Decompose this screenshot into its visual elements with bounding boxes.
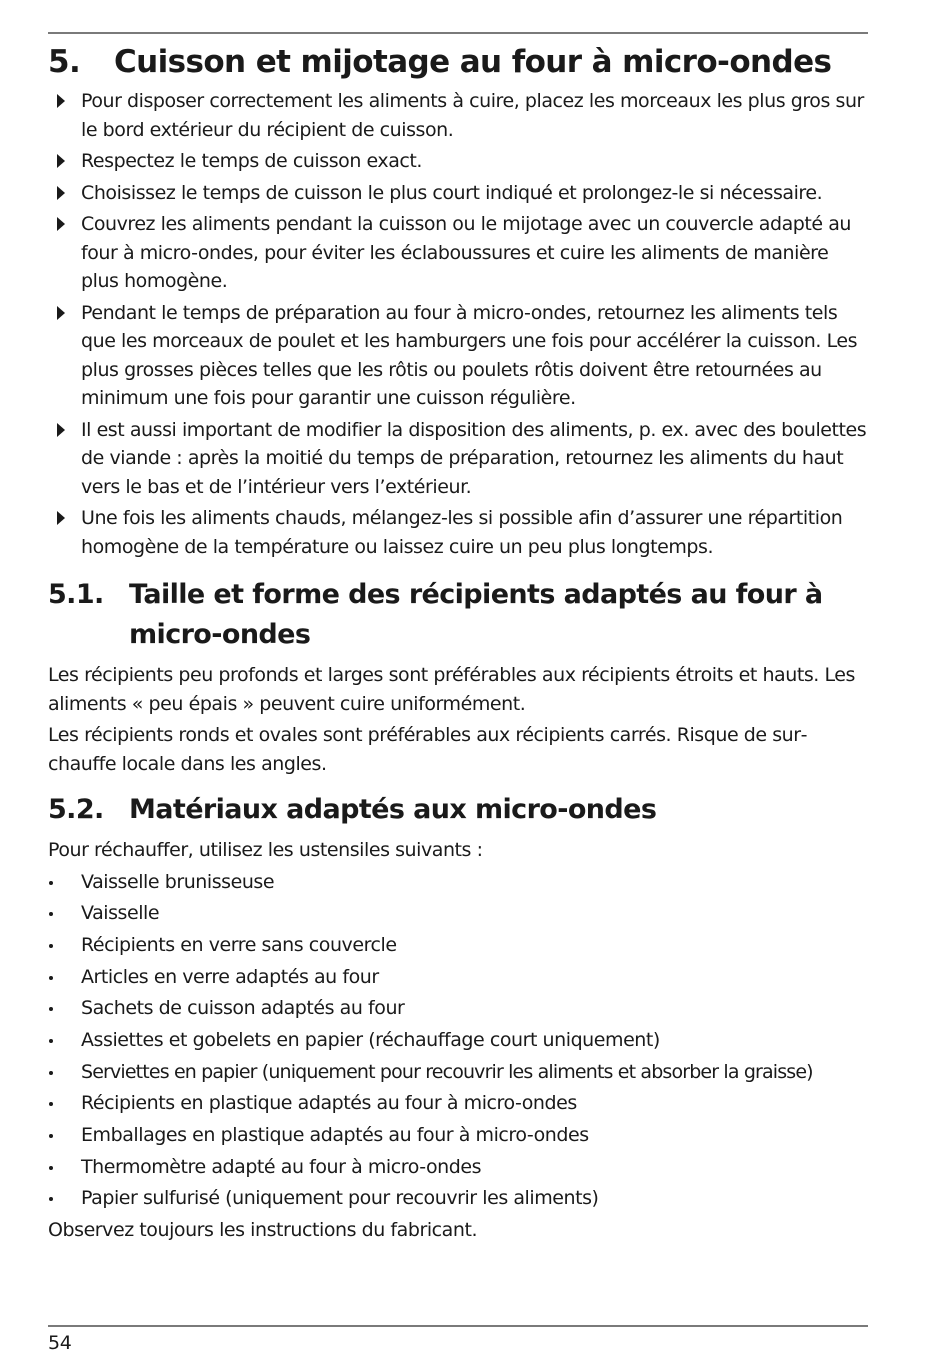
list-item-text: Emballages en plastique adaptés au four à micro-ondes bbox=[81, 1124, 589, 1146]
dot-bullet-icon bbox=[48, 1026, 81, 1055]
section-5-1-paragraph: Les récipients ronds et ovales sont préférables aux récipients carrés. Risque de surchauffe locale dans les angles. bbox=[48, 724, 808, 775]
list-item bbox=[48, 1026, 868, 1055]
section-5-1-title: Taille et forme des récipients adaptés au four à micro-ondes bbox=[129, 579, 823, 650]
arrow-bullet-icon bbox=[48, 416, 81, 502]
page-content bbox=[48, 40, 868, 1248]
arrow-bullet-icon bbox=[48, 147, 81, 176]
section-5-number: 5. bbox=[48, 44, 81, 80]
arrow-bullet-icon bbox=[48, 504, 81, 561]
dot-bullet-icon bbox=[48, 1121, 81, 1150]
list-item-text: Récipients en plastique adaptés au four à micro-ondes bbox=[81, 1092, 577, 1115]
section-5-2-title: Matériaux adaptés aux micro-ondes bbox=[129, 794, 657, 825]
section-5-2-intro: Pour réchauffer, utilisez les ustensiles suivants : bbox=[48, 839, 483, 861]
list-item bbox=[48, 504, 868, 561]
section-5-1-paragraph: Les récipients peu profonds et larges sont préférables aux récipients étroits et hauts. Les aliments « peu épais » peuvent cuire uniformément. bbox=[48, 664, 855, 715]
list-item-text: Papier sulfurisé (uniquement pour recouvrir les aliments) bbox=[81, 1187, 599, 1210]
list-item bbox=[48, 868, 868, 897]
section-5-1-heading bbox=[48, 575, 868, 655]
list-item-text: Couvrez les aliments pendant la cuisson ou le mijotage avec un couvercle adapté au four à micro-ondes, pour éviter les éclaboussures et cuire les aliments de manière plus homogène. bbox=[81, 213, 852, 292]
dot-bullet-icon bbox=[48, 899, 81, 928]
list-item-text: Pour disposer correctement les aliments à cuire, placez les morceaux les plus gros sur le bord extérieur du récipient de cuisson. bbox=[81, 90, 864, 141]
section-5-1-number: 5.1. bbox=[48, 579, 104, 610]
list-item-text: Assiettes et gobelets en papier (réchauffage court uniquement) bbox=[81, 1028, 660, 1051]
list-item bbox=[48, 1089, 868, 1118]
dot-bullet-icon bbox=[48, 1184, 81, 1213]
list-item-text: Il est aussi important de modifier la disposition des aliments, p. ex. avec des boulettes de viande : après la moitié du temps de préparation, retournez les aliments du haut vers le bas et de l’intérieur vers l’extérieur. bbox=[81, 418, 867, 498]
list-item bbox=[48, 994, 868, 1023]
list-item bbox=[48, 1058, 868, 1087]
section-5-2-heading bbox=[48, 790, 868, 830]
list-item-text: Choisissez le temps de cuisson le plus court indiqué et prolongez-le si nécessaire. bbox=[81, 181, 823, 204]
list-item bbox=[48, 87, 868, 144]
list-item bbox=[48, 299, 868, 413]
page-number: 54 bbox=[48, 1332, 72, 1354]
section-5-title: Cuisson et mijotage au four à micro-ondes bbox=[114, 44, 832, 80]
list-item-text: Pendant le temps de préparation au four à micro-ondes, retournez les aliments tels que les morceaux de poulet et les hamburgers une fois pour accélérer la cuisson. Les plus grosses pièces telles que les rôtis ou poulets rôtis doivent être retournées au minimum une fois pour garantir une cuisson régulière. bbox=[81, 301, 858, 409]
list-item-text: Vaisselle brunisseuse bbox=[81, 870, 275, 893]
section-5-2-closing: Observez toujours les instructions du fabricant. bbox=[48, 1219, 478, 1242]
list-item-text: Thermomètre adapté au four à micro-ondes bbox=[81, 1155, 482, 1178]
section-5-2-number: 5.2. bbox=[48, 794, 104, 825]
list-item bbox=[48, 963, 868, 992]
list-item-text: Serviettes en papier (uniquement pour recouvrir les aliments et absorber la graisse) bbox=[81, 1060, 813, 1083]
dot-bullet-icon bbox=[48, 963, 81, 992]
manual-page bbox=[48, 0, 868, 1359]
list-item bbox=[48, 147, 868, 176]
arrow-bullet-icon bbox=[48, 179, 81, 208]
list-item-text: Articles en verre adaptés au four bbox=[81, 965, 379, 988]
list-item-text: Récipients en verre sans couvercle bbox=[81, 933, 397, 956]
list-item bbox=[48, 931, 868, 960]
list-item-text: Sachets de cuisson adaptés au four bbox=[81, 997, 405, 1020]
cooking-tips-list bbox=[48, 87, 868, 561]
arrow-bullet-icon bbox=[48, 210, 81, 296]
list-item bbox=[48, 210, 868, 296]
list-item bbox=[48, 1121, 868, 1150]
dot-bullet-icon bbox=[48, 1058, 81, 1087]
list-item-text: Vaisselle bbox=[81, 902, 160, 925]
list-item-text: Respectez le temps de cuisson exact. bbox=[81, 150, 422, 172]
dot-bullet-icon bbox=[48, 868, 81, 897]
arrow-bullet-icon bbox=[48, 299, 81, 413]
list-item bbox=[48, 1184, 868, 1213]
dot-bullet-icon bbox=[48, 994, 81, 1023]
list-item bbox=[48, 899, 868, 928]
list-item bbox=[48, 416, 868, 502]
arrow-bullet-icon bbox=[48, 87, 81, 144]
dot-bullet-icon bbox=[48, 931, 81, 960]
list-item bbox=[48, 179, 868, 208]
list-item-text: Une fois les aliments chauds, mélangez-les si possible afin d’assurer une répartition homogène de la température ou laissez cuire un peu plus longtemps. bbox=[81, 507, 843, 558]
section-5-heading bbox=[48, 40, 868, 84]
footer-rule bbox=[48, 1325, 868, 1327]
dot-bullet-icon bbox=[48, 1089, 81, 1118]
header-rule bbox=[48, 32, 868, 34]
suitable-materials-list bbox=[48, 868, 868, 1213]
list-item bbox=[48, 1153, 868, 1182]
dot-bullet-icon bbox=[48, 1153, 81, 1182]
